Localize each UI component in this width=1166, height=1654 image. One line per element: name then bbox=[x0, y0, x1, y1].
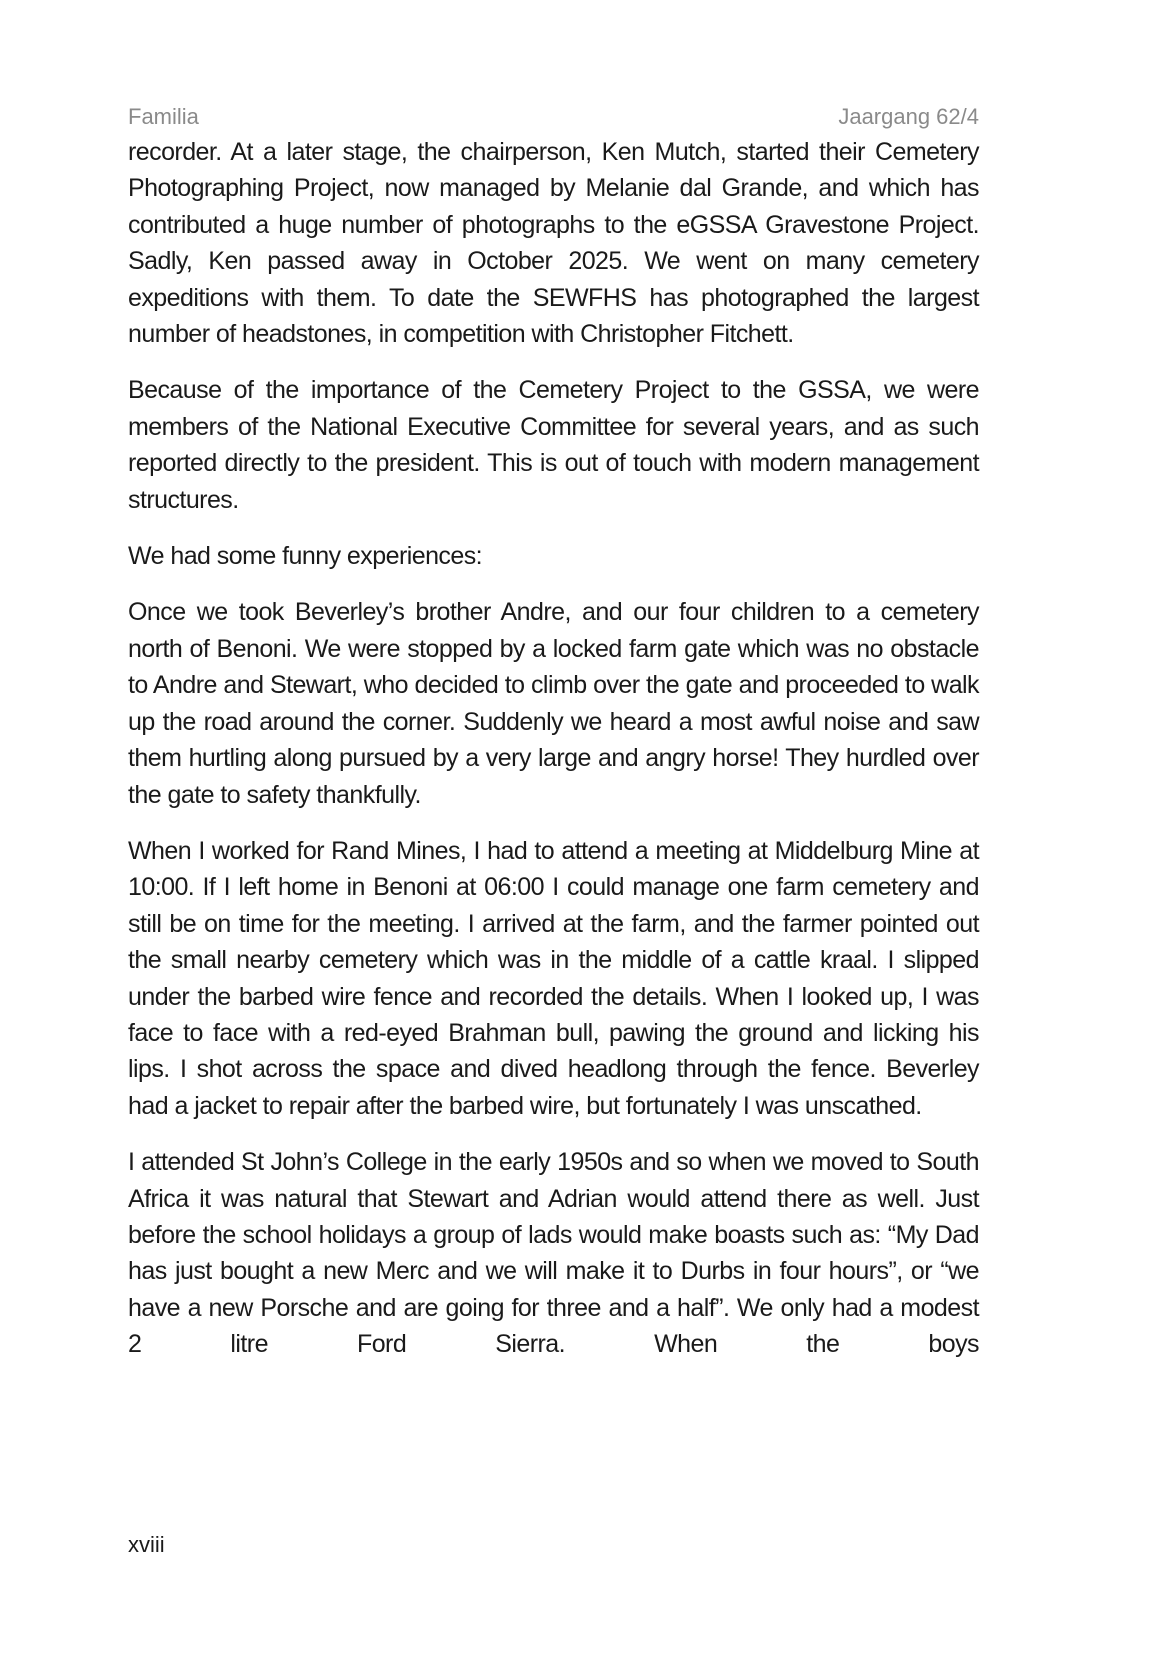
volume-issue: Jaargang 62/4 bbox=[838, 104, 979, 129]
publication-title: Familia bbox=[128, 104, 199, 129]
body-text bbox=[128, 134, 979, 1363]
paragraph-continued: I attended St John’s College in the early 1950s and so when we moved to South Africa it was natural that Stewart and Adrian would attend there as well. Just before the school holidays a group of lads would make boasts such as: “My Dad has just bought a new Merc and we will make it to Durbs in four hours”, or “we have a new Porsche and are going for three and a half”. We only had a modest 2 litre Ford Sierra. When the boys bbox=[128, 1148, 979, 1359]
paragraph: Once we took Beverley’s brother Andre, and our four children to a cemetery north of Benoni. We were stopped by a locked farm gate which was no obstacle to Andre and Stewart, who decided to climb over the gate and proceeded to walk up the road around the corner. Suddenly we heard a most awful noise and saw them hurtling along pursued by a very large and angry horse! They hurdled over the gate to safety thankfully. bbox=[128, 598, 979, 809]
paragraph: We had some funny experiences: bbox=[128, 542, 483, 571]
paragraph: recorder. At a later stage, the chairperson, Ken Mutch, started their Cemetery Photographing Project, now managed by Melanie dal Grande, and which has contributed a huge number of photographs to the eGSSA Gravestone Project. Sadly, Ken passed away in October 2025. We went on many cemetery expeditions with them. To date the SEWFHS has photographed the largest number of headstones, in competition with Christopher Fitchett. bbox=[128, 138, 979, 349]
page-number: xviii bbox=[128, 1532, 165, 1557]
document-page bbox=[128, 100, 979, 1383]
running-header bbox=[128, 100, 979, 134]
paragraph: Because of the importance of the Cemetery Project to the GSSA, we were members of the National Executive Committee for several years, and as such reported directly to the president. This is out of touch with modern management structures. bbox=[128, 376, 979, 514]
paragraph: When I worked for Rand Mines, I had to attend a meeting at Middelburg Mine at 10:00. If I left home in Benoni at 06:00 I could manage one farm cemetery and still be on time for the meeting. I arrived at the farm, and the farmer pointed out the small nearby cemetery which was in the middle of a cattle kraal. I slipped under the barbed wire fence and recorded the details. When I looked up, I was face to face with a red-eyed Brahman bull, pawing the ground and licking his lips. I shot across the space and dived headlong through the fence. Beverley had a jacket to repair after the barbed wire, but fortunately I was unscathed. bbox=[128, 836, 979, 1120]
